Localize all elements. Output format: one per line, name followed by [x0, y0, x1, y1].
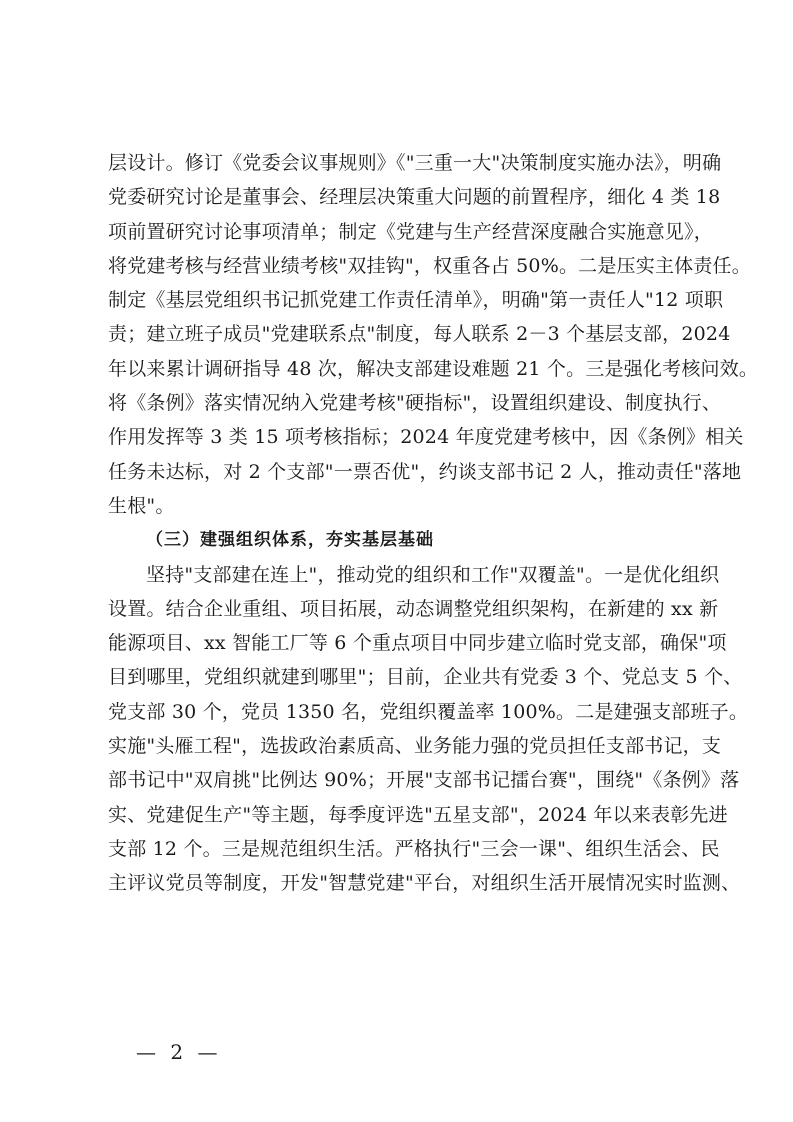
- paragraph-line: 作用发挥等 3 类 15 项考核指标；2024 年度党建考核中，因《条例》相关: [108, 426, 744, 449]
- paragraph-line: 年以来累计调研指导 48 次，解决支部建设难题 21 个。三是强化考核问效。: [108, 357, 759, 380]
- paragraph-line: 能源项目、xx 智能工厂等 6 个重点项目中同步建立临时党支部，确保"项: [108, 632, 727, 655]
- paragraph-line: 党委研究讨论是董事会、经理层决策重大问题的前置程序，细化 4 类 18: [108, 186, 721, 209]
- paragraph-line: 任务未达标，对 2 个支部"一票否优"，约谈支部书记 2 人，推动责任"落地: [108, 460, 742, 483]
- paragraph-line: 目到哪里，党组织就建到哪里"；目前，企业共有党委 3 个、党总支 5 个、: [108, 666, 743, 689]
- paragraph-line: 责；建立班子成员"党建联系点"制度，每人联系 2－3 个基层支部，2024: [108, 323, 731, 346]
- paragraph-line: 支部 12 个。三是规范组织生活。严格执行"三会一课"、组织生活会、民: [108, 837, 720, 860]
- paragraph-line: 部书记中"双肩挑"比例达 90%；开展"支部书记擂台赛"，围绕"《条例》落: [108, 769, 740, 792]
- paragraph-line: 生根"。: [108, 494, 175, 517]
- paragraph-line: 设置。结合企业重组、项目拓展，动态调整党组织架构，在新建的 xx 新: [108, 597, 719, 620]
- section-heading: （三）建强组织体系，夯实基层基础: [146, 530, 434, 551]
- paragraph-line: 党支部 30 个，党员 1350 名，党组织覆盖率 100%。二是建强支部班子。: [108, 700, 749, 723]
- paragraph-line: 将《条例》落实情况纳入党建考核"硬指标"，设置组织建设、制度执行、: [108, 392, 722, 415]
- paragraph-line: 项前置研究讨论事项清单；制定《党建与生产经营深度融合实施意见》，: [108, 220, 713, 243]
- paragraph-line: 主评议党员等制度，开发"智慧党建"平台，对组织生活开展情况实时监测、: [108, 872, 741, 895]
- paragraph-line: 层设计。修订《党委会议事规则》《"三重一大"决策制度实施办法》，明确: [108, 152, 722, 174]
- paragraph-line: 实施"头雁工程"，选拔政治素质高、业务能力强的党员担任支部书记，支: [108, 735, 722, 758]
- paragraph-line: 实、党建促生产"等主题，每季度评选"五星支部"，2024 年以来表彰先进: [108, 803, 728, 826]
- body-text: [108, 146, 759, 901]
- paragraph-line: 将党建考核与经营业绩考核"双挂钩"，权重各占 50%。二是压实主体责任。: [108, 254, 751, 277]
- page-number: — 2 —: [136, 1040, 222, 1064]
- paragraph-line: 坚持"支部建在连上"，推动党的组织和工作"双覆盖"。一是优化组织: [146, 563, 720, 586]
- paragraph-line: 制定《基层党组织书记抓党建工作责任清单》，明确"第一责任人"12 项职: [108, 289, 724, 312]
